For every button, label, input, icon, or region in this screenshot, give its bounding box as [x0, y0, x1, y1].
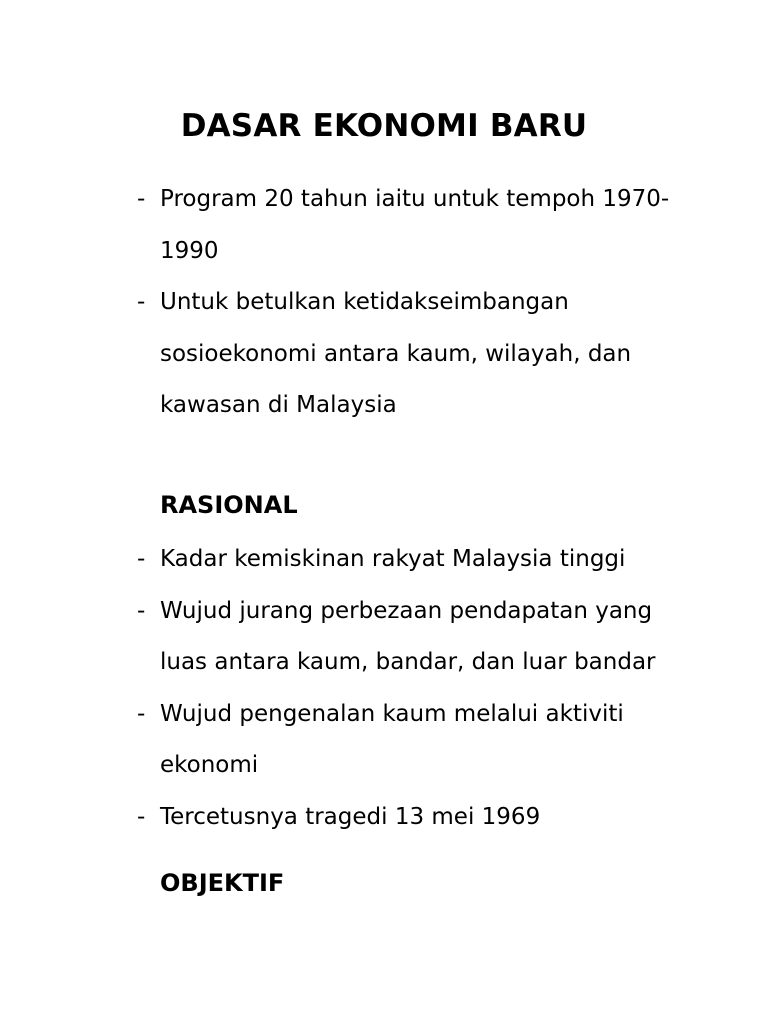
list-item — [0, 586, 680, 689]
bullet-dash: - — [137, 546, 146, 572]
list-item-text: Program 20 tahun iaitu untuk tempoh 1970-1990 — [160, 186, 670, 264]
list-item — [0, 534, 680, 586]
list-item — [0, 174, 680, 277]
bullet-dash: - — [137, 186, 146, 212]
list-item-text: Untuk betulkan ketidakseimbangan sosioekonomi antara kaum, wilayah, dan kawasan di Malaysia — [160, 289, 632, 418]
list-item — [0, 277, 680, 432]
bullet-dash: - — [137, 700, 146, 727]
rasional-heading: RASIONAL — [160, 491, 298, 519]
list-item-text: Kadar kemiskinan rakyat Malaysia tinggi — [160, 546, 626, 572]
document-title: DASAR EKONOMI BARU — [180, 108, 588, 144]
list-item-text: Wujud pengenalan kaum melalui aktiviti ekonomi — [160, 700, 624, 778]
list-item-text: Wujud jurang perbezaan pendapatan yang luas antara kaum, bandar, dan luar bandar — [160, 597, 656, 675]
bullet-dash: - — [137, 803, 146, 830]
bullet-dash: - — [137, 597, 146, 624]
list-item — [0, 792, 680, 844]
bullet-dash: - — [137, 289, 146, 315]
list-item — [0, 689, 680, 792]
rasional-list — [0, 534, 680, 843]
objektif-heading: OBJEKTIF — [160, 869, 285, 897]
intro-list — [0, 174, 680, 432]
list-item-text: Tercetusnya tragedi 13 mei 1969 — [160, 803, 541, 830]
